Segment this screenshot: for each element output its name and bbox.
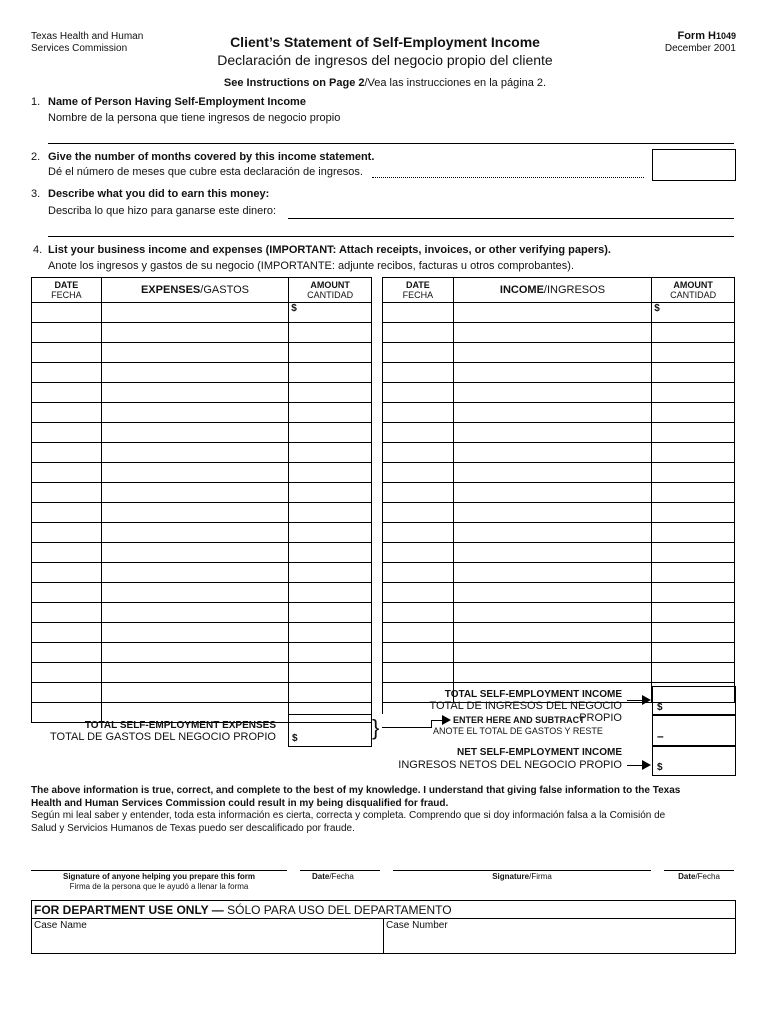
income-description-cell[interactable] [453,423,651,443]
income-row [383,583,735,603]
net-income-arrow-icon [627,765,649,766]
income-row [383,483,735,503]
expense-description-cell[interactable] [101,383,288,403]
income-row [383,603,735,623]
expense-amount-cell[interactable] [289,343,372,363]
income-date-cell[interactable] [383,643,454,663]
income-row [383,423,735,443]
income-date-cell[interactable] [383,543,454,563]
expense-date-cell[interactable] [32,403,102,423]
subtract-connector-riser [431,720,432,728]
expense-row [32,383,372,403]
expense-amount-cell[interactable] [289,563,372,583]
income-date-cell[interactable] [383,563,454,583]
income-row [383,463,735,483]
expense-description-cell[interactable] [101,323,288,343]
expense-amount-cell[interactable] [289,543,372,563]
expense-date-cell[interactable] [32,583,102,603]
expense-amount-cell[interactable] [289,363,372,383]
expense-description-cell[interactable] [101,503,288,523]
income-description-cell[interactable] [453,543,651,563]
income-date-cell[interactable] [383,603,454,623]
expense-row [32,343,372,363]
case-number-field[interactable] [386,931,732,951]
expense-amount-cell[interactable] [289,483,372,503]
brace-icon: } [372,715,380,740]
net-income-field[interactable]: $ [652,745,736,776]
income-description-cell[interactable] [453,483,651,503]
income-amount-cell[interactable] [652,663,735,683]
expense-description-cell[interactable] [101,563,288,583]
income-row [383,303,735,323]
total-income-field[interactable]: $ [652,686,736,716]
income-date-cell[interactable] [383,403,454,423]
department-use-box [31,900,736,954]
q3-description-field-line2[interactable] [48,236,734,237]
income-amount-cell[interactable] [652,543,735,563]
income-date-cell[interactable] [383,623,454,643]
expense-date-cell[interactable] [32,383,102,403]
client-date-field[interactable] [664,870,734,871]
income-description-cell[interactable] [453,623,651,643]
expense-row [32,323,372,343]
expense-description-cell[interactable] [101,523,288,543]
total-expenses-label: TOTAL SELF-EMPLOYMENT EXPENSES [84,720,276,731]
income-description-cell[interactable] [453,383,651,403]
income-date-cell[interactable] [383,343,454,363]
expense-description-cell[interactable] [101,683,288,703]
total-expenses-field[interactable]: $ [288,714,372,747]
expense-amount-cell[interactable] [289,603,372,623]
expense-amount-cell[interactable] [289,323,372,343]
expense-description-cell[interactable] [101,543,288,563]
income-date-cell[interactable] [383,483,454,503]
q2-leader-dots [372,177,644,178]
expense-row [32,683,372,703]
expense-date-cell[interactable] [32,343,102,363]
expense-row [32,483,372,503]
income-description-cell[interactable] [453,463,651,483]
income-row [383,523,735,543]
expense-row [32,363,372,383]
income-amount-cell[interactable] [652,643,735,663]
expense-row [32,463,372,483]
expense-description-cell[interactable] [101,583,288,603]
expense-description-cell[interactable] [101,423,288,443]
expense-amount-cell[interactable] [289,303,372,323]
agency-name: Texas Health and Human Services Commission [31,31,144,54]
expenses-rows [32,303,372,723]
income-description-cell[interactable] [453,443,651,463]
expense-description-cell[interactable] [101,643,288,663]
department-column-divider [383,918,384,953]
expense-row [32,623,372,643]
expense-date-cell[interactable] [32,303,102,323]
expense-date-cell[interactable] [32,683,102,703]
expense-row [32,583,372,603]
expense-row [32,503,372,523]
q3-label-spanish: Describa lo que hizo para ganarse este dinero: [48,205,277,217]
expense-row [32,423,372,443]
expense-description-cell[interactable] [101,463,288,483]
income-table [382,277,735,703]
expenses-amount-header: AMOUNT CANTIDAD [289,278,372,303]
net-income-label: NET SELF-EMPLOYMENT INCOME [457,747,622,758]
expense-date-cell[interactable] [32,483,102,503]
income-row [383,543,735,563]
expense-description-cell[interactable] [101,363,288,383]
income-totals-edge [382,686,383,714]
q1-label: Name of Person Having Self-Employment Income [48,96,306,108]
expense-row [32,643,372,663]
expense-row [32,403,372,423]
q4-number: 4. [33,244,43,256]
expense-amount-cell[interactable] [289,403,372,423]
income-amount-cell[interactable] [652,623,735,643]
income-row [383,343,735,363]
income-description-header: INCOME/INGRESOS [453,278,651,303]
income-row [383,663,735,683]
expense-amount-cell[interactable] [289,463,372,483]
q4-label-spanish: Anote los ingresos y gastos de su negocio (IMPORTANTE: adjunte recibos, facturas u otros comprobantes). [48,260,575,272]
expense-row [32,603,372,623]
income-amount-cell[interactable] [652,323,735,343]
subtract-arrow-icon [431,720,449,721]
expense-currency-symbol: $ [291,303,297,314]
income-amount-cell[interactable] [652,303,735,323]
expense-date-cell[interactable] [32,323,102,343]
q2-label-spanish: Dé el número de meses que cubre esta declaración de ingresos. [48,166,363,178]
expense-date-cell[interactable] [32,563,102,583]
income-date-cell[interactable] [383,383,454,403]
helper-date-field[interactable] [300,870,380,871]
expense-row [32,663,372,683]
income-date-cell[interactable] [383,363,454,383]
income-description-cell[interactable] [453,363,651,383]
total-income-label: TOTAL SELF-EMPLOYMENT INCOME [444,689,622,700]
q2-label: Give the number of months covered by this income statement. [48,151,375,163]
income-amount-cell[interactable] [652,343,735,363]
case-name-label: Case Name [34,920,87,931]
income-row [383,363,735,383]
instructions-note: See Instructions on Page 2/Vea las instrucciones en la página 2. [223,77,547,89]
expense-date-cell[interactable] [32,523,102,543]
income-amount-cell[interactable] [652,383,735,403]
income-row [383,623,735,643]
income-row [383,383,735,403]
income-amount-cell[interactable] [652,363,735,383]
q3-number: 3. [31,188,41,200]
income-amount-cell[interactable] [652,583,735,603]
income-amount-cell[interactable] [652,523,735,543]
income-row [383,323,735,343]
helper-signature-label: Signature of anyone helping you prepare this form Firma de la persona que le ayudó a llenar la forma [62,872,256,891]
expense-amount-cell[interactable] [289,643,372,663]
income-amount-cell[interactable] [652,503,735,523]
total-expenses-label-spanish: TOTAL DE GASTOS DEL NEGOCIO PROPIO [50,731,276,743]
expense-amount-cell[interactable] [289,583,372,603]
income-amount-cell[interactable] [652,443,735,463]
expenses-description-header: EXPENSES/GASTOS [101,278,288,303]
expense-row [32,523,372,543]
income-date-cell[interactable] [383,503,454,523]
case-name-field[interactable] [34,931,380,951]
expense-row [32,443,372,463]
q4-label: List your business income and expenses (IMPORTANT: Attach receipts, invoices, or other verifying papers). [48,244,611,256]
expense-date-cell[interactable] [32,663,102,683]
subtract-label: ENTER HERE AND SUBTRACT [453,715,585,725]
expense-date-cell[interactable] [32,643,102,663]
expense-description-cell[interactable] [101,663,288,683]
income-row [383,503,735,523]
expense-date-cell[interactable] [32,423,102,443]
income-description-cell[interactable] [453,523,651,543]
form-number: Form H1049 [677,30,736,42]
income-amount-header: AMOUNT CANTIDAD [652,278,735,303]
income-description-cell[interactable] [453,563,651,583]
q2-months-field[interactable] [652,149,736,181]
income-amount-cell[interactable] [652,423,735,443]
expense-description-cell[interactable] [101,623,288,643]
case-number-label: Case Number [386,920,448,931]
income-description-cell[interactable] [453,663,651,683]
expense-amount-cell[interactable] [289,663,372,683]
department-use-title: FOR DEPARTMENT USE ONLY — SÓLO PARA USO DEL DEPARTAMENTO [34,903,452,917]
income-amount-cell[interactable] [652,483,735,503]
client-date-label: Date/Fecha [678,872,720,881]
q1-number: 1. [31,96,41,108]
q1-name-field[interactable] [48,143,734,144]
total-income-label-spanish: TOTAL DE INGRESOS DEL NEGOCIO PROPIO [429,700,622,724]
net-income-label-spanish: INGRESOS NETOS DEL NEGOCIO PROPIO [398,759,622,771]
income-row [383,403,735,423]
q2-number: 2. [31,151,41,163]
income-row [383,643,735,663]
helper-date-label: Date/Fecha [312,872,354,881]
income-date-cell[interactable] [383,463,454,483]
income-description-cell[interactable] [453,403,651,423]
expense-date-cell[interactable] [32,623,102,643]
income-description-cell[interactable] [453,303,651,323]
income-date-header: DATE FECHA [383,278,454,303]
income-amount-cell[interactable] [652,603,735,623]
income-date-cell[interactable] [383,523,454,543]
expense-amount-cell[interactable] [289,683,372,703]
certification-statement: The above information is true, correct, and complete to the best of my knowledge. I understand that giving false information to the Texas Health and Human Services Commission could result in my being disqualified for fraud. [31,785,681,809]
income-rows [383,303,735,703]
subtract-label-spanish: ANOTE EL TOTAL DE GASTOS Y RESTE [433,726,603,736]
expense-description-cell[interactable] [101,403,288,423]
income-description-cell[interactable] [453,583,651,603]
total-income-arrow-icon [627,700,649,701]
certification-statement-spanish: Según mi leal saber y entender, toda esta información es cierta, correcta y completa. Comprendo que si doy información falsa a la Comisión de Salud y Servicios Humanos de Texas puedo ser descalificado por fraude. [31,810,666,834]
form-date: December 2001 [664,43,736,54]
expense-amount-cell[interactable] [289,623,372,643]
income-description-cell[interactable] [453,643,651,663]
income-date-cell[interactable] [383,303,454,323]
expense-amount-cell[interactable] [289,503,372,523]
income-description-cell[interactable] [453,603,651,623]
income-description-cell[interactable] [453,343,651,363]
income-date-cell[interactable] [383,443,454,463]
income-date-cell[interactable] [383,323,454,343]
income-row [383,443,735,463]
client-signature-field[interactable] [393,870,651,871]
expense-row [32,563,372,583]
income-amount-cell[interactable] [652,463,735,483]
expenses-table [31,277,372,723]
form-title: Client’s Statement of Self-Employment Income [230,34,540,50]
expense-row [32,303,372,323]
expense-description-cell[interactable] [101,603,288,623]
expense-date-cell[interactable] [32,503,102,523]
subtract-connector [382,727,432,728]
income-amount-cell[interactable] [652,563,735,583]
expense-description-cell[interactable] [101,303,288,323]
income-row [383,563,735,583]
helper-signature-field[interactable] [31,870,287,871]
expenses-date-header: DATE FECHA [32,278,102,303]
expense-date-cell[interactable] [32,543,102,563]
client-signature-label: Signature/Firma [492,872,552,881]
expense-date-cell[interactable] [32,463,102,483]
expense-amount-cell[interactable] [289,383,372,403]
expense-amount-cell[interactable] [289,423,372,443]
income-description-cell[interactable] [453,503,651,523]
income-description-cell[interactable] [453,323,651,343]
income-amount-cell[interactable] [652,403,735,423]
expense-date-cell[interactable] [32,443,102,463]
q3-description-field[interactable] [288,218,734,219]
q1-label-spanish: Nombre de la persona que tiene ingresos de negocio propio [48,112,341,124]
expense-amount-cell[interactable] [289,523,372,543]
expense-description-cell[interactable] [101,483,288,503]
expense-description-cell[interactable] [101,343,288,363]
form-title-spanish: Declaración de ingresos del negocio propio del cliente [217,52,553,68]
expense-date-cell[interactable] [32,363,102,383]
expense-row [32,543,372,563]
income-currency-symbol: $ [654,303,660,314]
q3-label: Describe what you did to earn this money: [48,188,270,200]
income-date-cell[interactable] [383,583,454,603]
income-date-cell[interactable] [383,423,454,443]
expense-description-cell[interactable] [101,443,288,463]
subtract-expenses-field[interactable]: – [652,714,736,747]
expense-date-cell[interactable] [32,603,102,623]
income-date-cell[interactable] [383,663,454,683]
expense-amount-cell[interactable] [289,443,372,463]
